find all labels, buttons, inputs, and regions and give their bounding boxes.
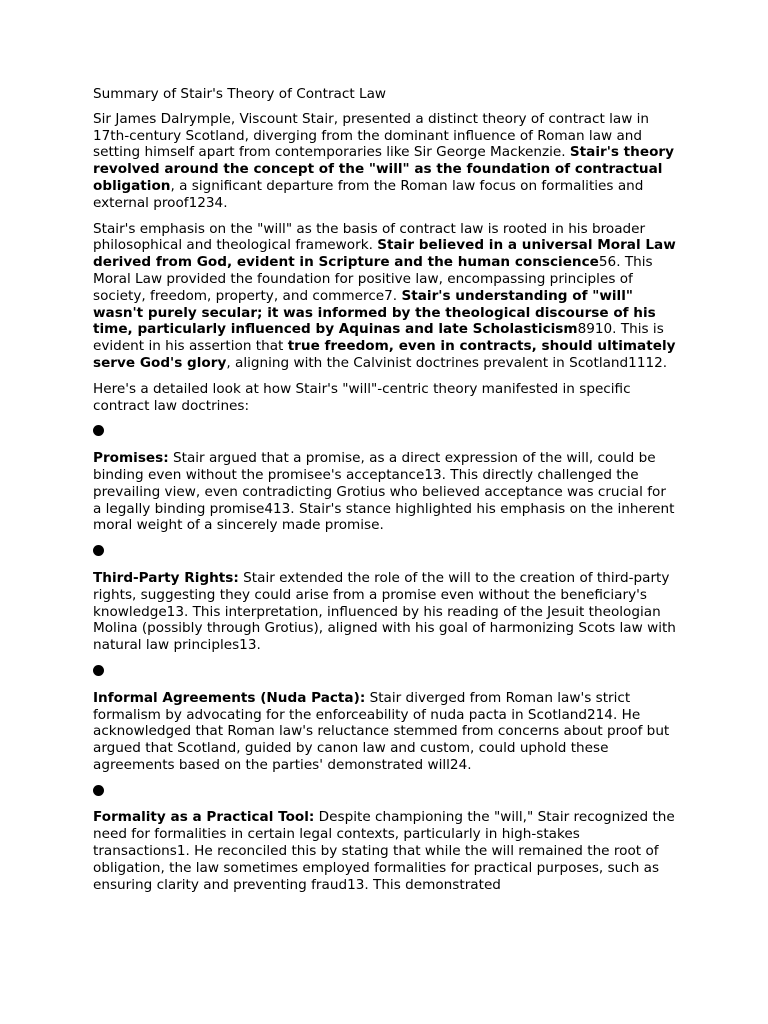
intro-paragraph	[93, 111, 678, 212]
list-item-text: Despite championing the "will," Stair recognized the need for formalities in certain legal contexts, particularly in high-stakes transactions1. He reconciled this by stating that while the will remained the root of obligation, the law sometimes employed formalities for practical purposes, such as ensuring clarity and preventing fraud13. This demonstrated	[93, 809, 675, 893]
bullet-point-icon	[93, 663, 678, 680]
intro-bold-1: Stair's theory revolved around the concept of the "will" as the foundation of contractual obligation	[93, 144, 674, 194]
bullet-point-icon	[93, 783, 678, 800]
bullet-dot-icon	[93, 425, 104, 436]
list-item-formality	[93, 809, 678, 893]
list-item-text: Stair diverged from Roman law's strict formalism by advocating for the enforceability of nuda pacta in Scotland214. He acknowledged that Roman law's reluctance stemmed from concerns about proof but argued that Scotland, guided by canon law and custom, could uphold these agreements based on the parties' demonstrated will24.	[93, 689, 670, 773]
document-page	[93, 86, 678, 902]
bullet-dot-icon	[93, 785, 104, 796]
list-item-third-party-rights	[93, 570, 678, 654]
list-item-heading: Third-Party Rights:	[93, 569, 239, 586]
bullet-dot-icon	[93, 545, 104, 556]
intro-text-2: , a significant departure from the Roman law focus on formalities and external proof1234.	[93, 177, 644, 211]
philosophy-bold-1: Stair believed in a universal Moral Law derived from God, evident in Scripture and the human conscience	[93, 237, 676, 271]
list-item-text: Stair extended the role of the will to the creation of third-party rights, suggesting they could arise from a promise even without the beneficiary's knowledge13. This interpretation, influenced by his reading of the Jesuit theologian Molina (possibly through Grotius), aligned with his goal of harmonizing Scots law with natural law principles13.	[93, 569, 676, 654]
philosophy-text-2: 56. This Moral Law provided the foundation for positive law, encompassing principles of society, freedom, property, and commerce7.	[93, 254, 653, 304]
lead-in-paragraph: Here's a detailed look at how Stair's "will"-centric theory manifested in specific contract law doctrines:	[93, 380, 631, 414]
bullet-point-icon	[93, 423, 678, 440]
list-item-text: Stair argued that a promise, as a direct expression of the will, could be binding even without the promisee's acceptance13. This directly challenged the prevailing view, even contradicting Grotius who believed acceptance was crucial for a legally binding promise413. Stair's stance highlighted his emphasis on the inherent moral weight of a sincerely made promise.	[93, 450, 675, 534]
philosophy-bold-2: Stair's understanding of "will" wasn't purely secular; it was informed by the theological discourse of his time, particularly influenced by Aquinas and late Scholasticism	[93, 287, 656, 338]
philosophy-text-3: 8910. This is evident in his assertion that	[93, 321, 664, 355]
philosophy-text-1: Stair's emphasis on the "will" as the basis of contract law is rooted in his broader philosophical and theological framework.	[93, 220, 646, 254]
list-item-promises	[93, 450, 678, 534]
list-item-nuda-pacta	[93, 690, 678, 774]
document-title: Summary of Stair's Theory of Contract Law	[93, 86, 387, 102]
bullet-dot-icon	[93, 665, 104, 676]
philosophy-text-4: , aligning with the Calvinist doctrines prevalent in Scotland1112.	[226, 354, 668, 371]
philosophy-bold-3: true freedom, even in contracts, should ultimately serve God's glory	[93, 338, 676, 371]
intro-text-1: Sir James Dalrymple, Viscount Stair, presented a distinct theory of contract law in 17th-century Scotland, diverging from the dominant influence of Roman law and setting himself apart from contemporaries like Sir George Mackenzie.	[93, 110, 650, 161]
list-item-heading: Informal Agreements (Nuda Pacta):	[93, 689, 366, 706]
philosophy-paragraph	[93, 221, 678, 372]
list-item-heading: Formality as a Practical Tool:	[93, 809, 315, 826]
bullet-point-icon	[93, 543, 678, 560]
list-item-heading: Promises:	[93, 450, 169, 467]
